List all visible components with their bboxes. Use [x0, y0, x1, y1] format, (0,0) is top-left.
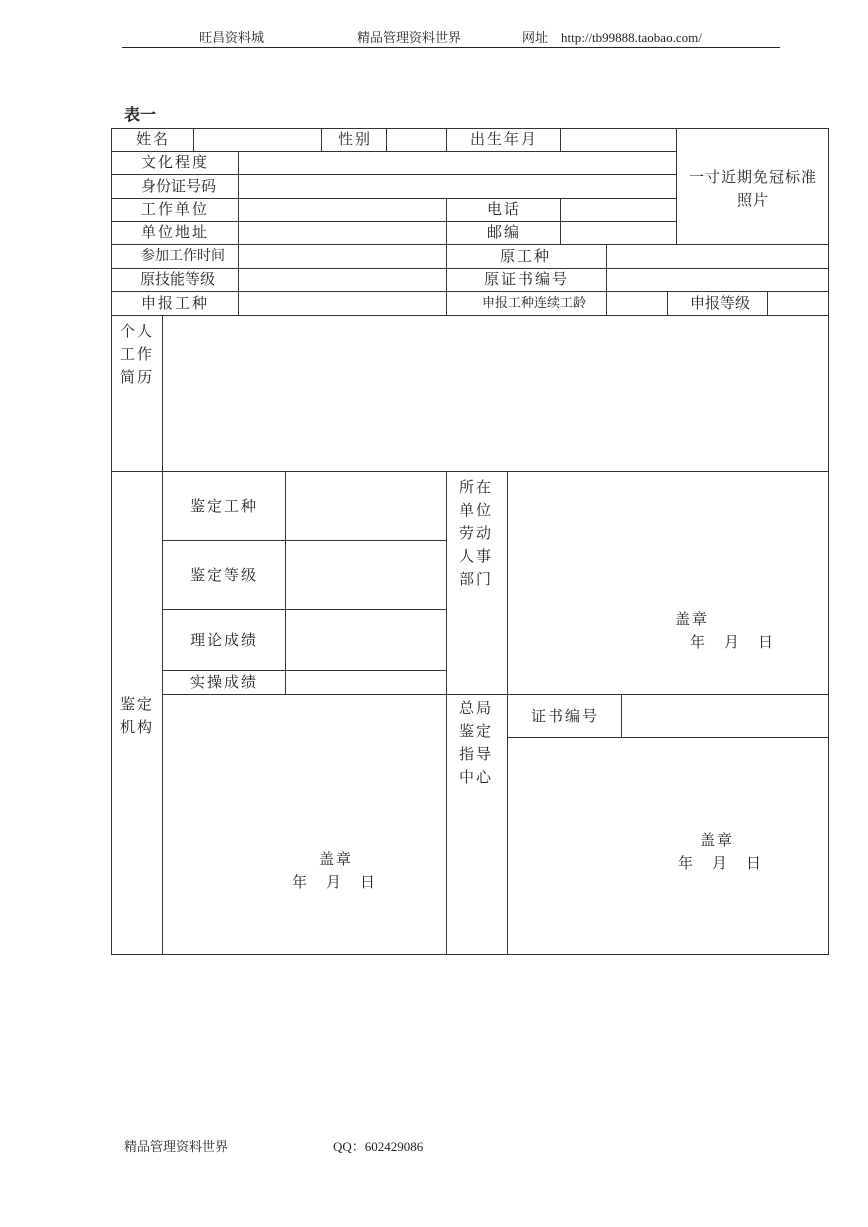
label-appraisal-org: 鉴定机构 [120, 695, 155, 736]
col-line [446, 128, 447, 151]
col-line [321, 128, 322, 151]
header-shop: 旺昌资料城 [199, 30, 265, 45]
footer-brand: 精品管理资料世界 [124, 1139, 229, 1154]
label-practice-score: 实操成绩 [190, 673, 259, 691]
hr-seal-label: 盖章 [675, 610, 710, 628]
label-appraised-trade: 鉴定工种 [190, 497, 259, 515]
label-name: 姓名 [136, 130, 171, 148]
label-orig-level: 原技能等级 [140, 270, 216, 288]
org-seal-label: 盖章 [319, 850, 354, 868]
label-resume: 个人工作简历 [120, 322, 155, 386]
label-appraised-level: 鉴定等级 [190, 566, 259, 584]
col-line [507, 471, 508, 954]
label-work-start: 参加工作时间 [141, 248, 225, 264]
appraised-trade-field[interactable] [286, 472, 446, 540]
gender-field[interactable] [387, 129, 446, 151]
border-right [828, 128, 829, 954]
col-line [676, 128, 677, 244]
appraised-level-field[interactable] [286, 541, 446, 609]
orig-level-field[interactable] [239, 269, 446, 291]
theory-score-field[interactable] [286, 610, 446, 670]
label-cert-no: 证书编号 [531, 707, 600, 725]
birth-field[interactable] [561, 129, 676, 151]
phone-field[interactable] [561, 199, 676, 221]
address-field[interactable] [239, 222, 446, 244]
row-line [111, 291, 829, 292]
row-line [507, 737, 828, 738]
label-postcode: 邮编 [487, 223, 522, 241]
border-bottom [111, 954, 829, 955]
employer-field[interactable] [239, 199, 446, 221]
label-applied-years: 申报工种连续工龄 [482, 296, 587, 311]
id-number-field[interactable] [239, 175, 676, 197]
col-line [446, 471, 447, 954]
label-gender: 性别 [338, 130, 373, 148]
name-field[interactable] [194, 129, 321, 151]
label-hr-dept: 所在单位劳动人事部门 [459, 478, 494, 588]
header-url-link[interactable]: http://tb99888.taobao.com/ [561, 30, 702, 45]
label-orig-cert-no: 原证书编号 [484, 270, 570, 288]
row-line [111, 471, 829, 472]
label-applied-trade: 申报工种 [141, 294, 210, 312]
work-start-field[interactable] [239, 245, 446, 268]
col-line [446, 198, 447, 244]
applied-trade-field[interactable] [239, 292, 446, 315]
photo-placeholder: 一寸近期免冠标准照片 [688, 168, 817, 209]
label-orig-trade: 原工种 [500, 247, 552, 265]
resume-field[interactable] [163, 316, 828, 471]
practice-score-field[interactable] [286, 671, 446, 694]
header-url-label: 网址 [522, 30, 549, 45]
label-education: 文化程度 [141, 153, 210, 171]
label-phone: 电话 [487, 200, 522, 218]
hr-date-label: 年 月 日 [690, 633, 776, 651]
orig-trade-field[interactable] [607, 245, 828, 268]
label-birth: 出生年月 [470, 130, 539, 148]
label-center: 总局鉴定指导中心 [459, 699, 494, 786]
label-id-number: 身份证号码 [141, 177, 217, 195]
col-line [446, 244, 447, 315]
label-applied-level: 申报等级 [690, 294, 751, 312]
applied-years-field[interactable] [607, 292, 667, 315]
footer-qq: QQ：602429086 [333, 1139, 424, 1154]
org-date-label: 年 月 日 [292, 873, 378, 891]
orig-cert-no-field[interactable] [607, 269, 828, 291]
col-line [667, 291, 668, 315]
table-title: 表一 [124, 105, 157, 124]
center-date-label: 年 月 日 [678, 854, 764, 872]
header-brand: 精品管理资料世界 [357, 30, 462, 45]
border-left [111, 128, 112, 954]
label-employer: 工作单位 [141, 200, 210, 218]
education-field[interactable] [239, 152, 676, 174]
label-address: 单位地址 [141, 223, 210, 241]
postcode-field[interactable] [561, 222, 676, 244]
header-rule [122, 47, 780, 48]
center-seal-label: 盖章 [700, 831, 735, 849]
cert-no-field[interactable] [622, 695, 828, 737]
applied-level-field[interactable] [768, 292, 828, 315]
label-theory-score: 理论成绩 [190, 631, 259, 649]
